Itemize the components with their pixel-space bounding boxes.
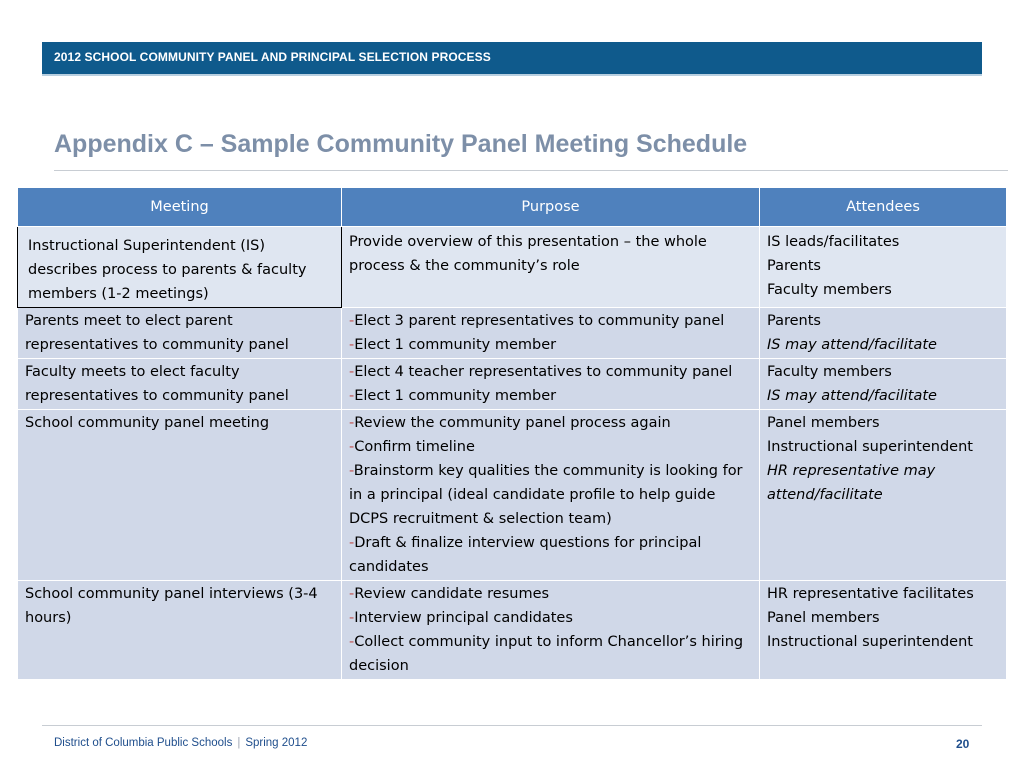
table-body xyxy=(18,227,1007,680)
meeting-cell: Instructional Superintendent (IS) describes process to parents & faculty members (1-2 meetings) xyxy=(18,227,342,308)
purpose-item xyxy=(349,606,753,630)
meeting-cell: School community panel interviews (3-4 hours) xyxy=(18,581,342,680)
purpose-cell xyxy=(342,410,760,581)
banner-text: 2012 SCHOOL COMMUNITY PANEL AND PRINCIPAL SELECTION PROCESS xyxy=(54,50,491,64)
header-banner xyxy=(42,42,982,76)
attendee-item: HR representative facilitates xyxy=(767,586,974,602)
page-title: Appendix C – Sample Community Panel Meeting Schedule xyxy=(54,130,748,158)
dash-bullet: - xyxy=(349,337,355,353)
attendee-item: HR representative may attend/facilitate xyxy=(767,463,936,503)
table-row xyxy=(18,581,1007,680)
dash-bullet: - xyxy=(349,586,355,602)
dash-bullet: - xyxy=(349,439,355,455)
dash-bullet: - xyxy=(349,610,355,626)
dash-bullet: - xyxy=(349,634,355,650)
dash-bullet: - xyxy=(349,313,355,329)
attendee-item: Faculty members xyxy=(767,282,892,298)
attendee-item: Instructional superintendent xyxy=(767,634,973,650)
column-header-purpose: Purpose xyxy=(342,188,760,227)
attendee-item: Panel members xyxy=(767,610,880,626)
attendee-item: IS may attend/facilitate xyxy=(767,388,937,404)
purpose-item xyxy=(349,435,753,459)
attendees-cell xyxy=(760,308,1007,359)
column-header-meeting: Meeting xyxy=(18,188,342,227)
purpose-item xyxy=(349,333,753,357)
meeting-cell: Faculty meets to elect faculty representatives to community panel xyxy=(18,359,342,410)
purpose-text: Provide overview of this presentation – the whole process & the community’s role xyxy=(349,234,707,274)
purpose-text: Elect 4 teacher representatives to community panel xyxy=(354,364,733,380)
footer-date: Spring 2012 xyxy=(245,737,308,749)
purpose-item xyxy=(349,309,753,333)
purpose-item xyxy=(349,230,753,278)
table-row xyxy=(18,227,1007,308)
purpose-item xyxy=(349,360,753,384)
schedule-table xyxy=(17,187,1007,680)
meeting-cell: School community panel meeting xyxy=(18,410,342,581)
purpose-cell xyxy=(342,227,760,308)
footer-divider xyxy=(42,725,982,726)
table-row xyxy=(18,359,1007,410)
dash-bullet: - xyxy=(349,463,354,479)
attendees-cell xyxy=(760,227,1007,308)
attendee-item: IS leads/facilitates xyxy=(767,234,900,250)
title-divider xyxy=(54,170,1008,171)
attendee-item: Parents xyxy=(767,313,821,329)
table-header-row xyxy=(18,188,1007,227)
dash-bullet: - xyxy=(349,388,355,404)
purpose-text: Review the community panel process again xyxy=(354,415,671,431)
purpose-item xyxy=(349,384,753,408)
attendee-item: Instructional superintendent xyxy=(767,439,973,455)
attendees-cell xyxy=(760,410,1007,581)
purpose-text: Review candidate resumes xyxy=(354,586,550,602)
attendee-item: Panel members xyxy=(767,415,880,431)
purpose-cell xyxy=(342,359,760,410)
attendee-item: IS may attend/facilitate xyxy=(767,337,937,353)
purpose-text: Brainstorm key qualities the community is looking for in a principal (ideal candidate profile to help guide DCPS recruitment & selection team) xyxy=(349,463,743,527)
attendees-cell xyxy=(760,581,1007,680)
dash-bullet: - xyxy=(349,535,355,551)
footer-separator: | xyxy=(237,737,241,749)
purpose-cell xyxy=(342,581,760,680)
page-number: 20 xyxy=(956,737,970,751)
purpose-item xyxy=(349,531,753,579)
purpose-item xyxy=(349,630,753,678)
purpose-text: Collect community input to inform Chancellor’s hiring decision xyxy=(349,634,744,674)
purpose-text: Elect 1 community member xyxy=(354,388,557,404)
table-row xyxy=(18,410,1007,581)
footer xyxy=(54,737,307,749)
purpose-text: Confirm timeline xyxy=(354,439,475,455)
table-row xyxy=(18,308,1007,359)
purpose-item xyxy=(349,459,753,531)
dash-bullet: - xyxy=(349,415,355,431)
dash-bullet: - xyxy=(349,364,355,380)
column-header-attendees: Attendees xyxy=(760,188,1007,227)
purpose-item xyxy=(349,582,753,606)
footer-organization: District of Columbia Public Schools xyxy=(54,737,233,749)
attendee-item: Faculty members xyxy=(767,364,892,380)
attendees-cell xyxy=(760,359,1007,410)
purpose-item xyxy=(349,411,753,435)
meeting-cell: Parents meet to elect parent representatives to community panel xyxy=(18,308,342,359)
attendee-item: Parents xyxy=(767,258,821,274)
purpose-text: Interview principal candidates xyxy=(354,610,573,626)
purpose-text: Draft & finalize interview questions for principal candidates xyxy=(349,535,702,575)
purpose-text: Elect 1 community member xyxy=(354,337,557,353)
purpose-cell xyxy=(342,308,760,359)
purpose-text: Elect 3 parent representatives to community panel xyxy=(354,313,725,329)
